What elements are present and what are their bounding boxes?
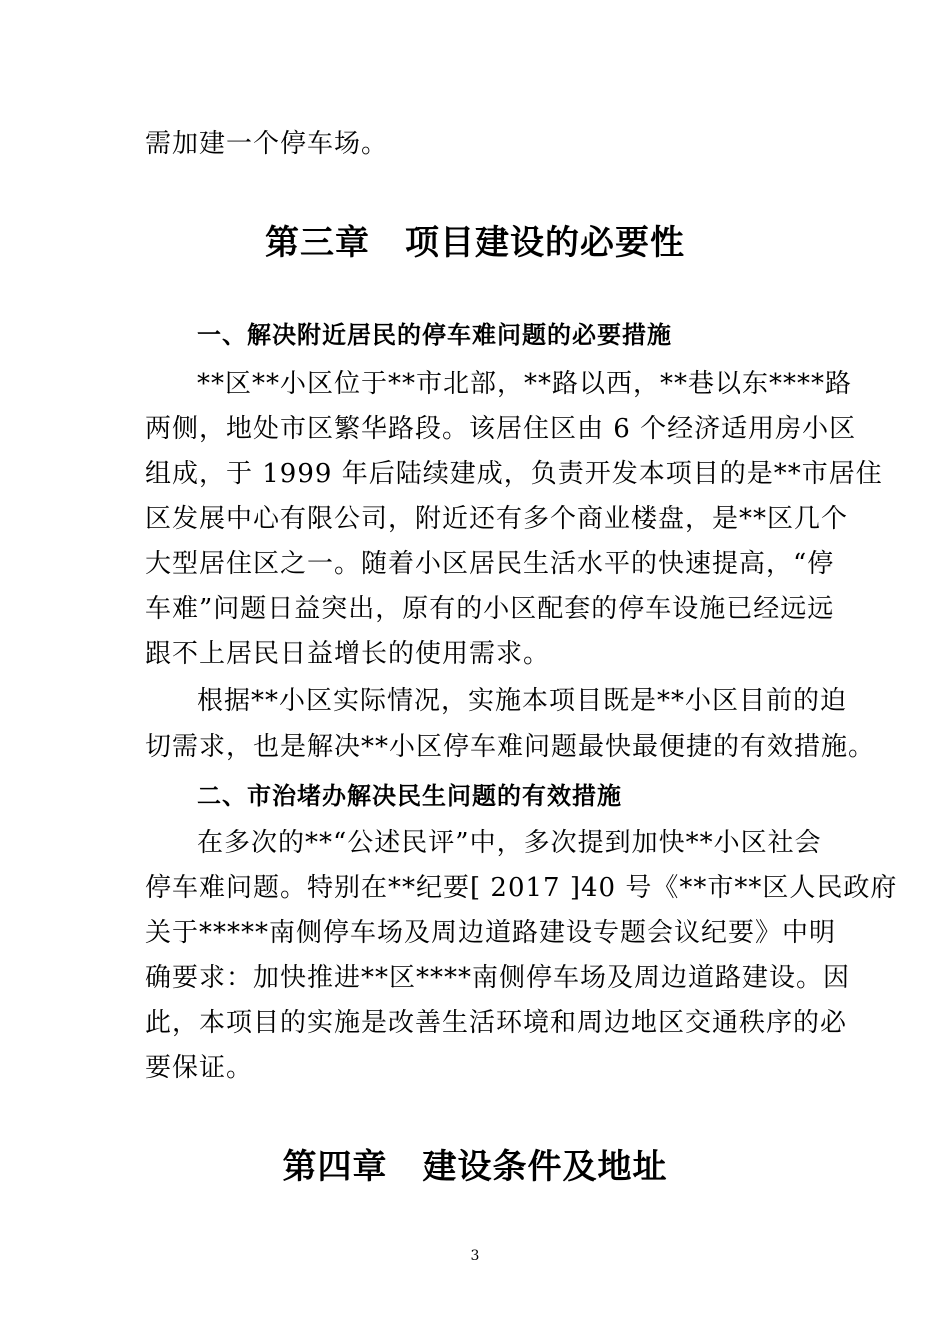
paragraph-line: 关于*****南侧停车场及周边道路建设专题会议纪要》中明 [145,918,837,948]
paragraph-line: 在多次的**“公述民评”中，多次提到加快**小区社会 [197,828,822,858]
paragraph-line: 切需求，也是解决**小区停车难问题最快最便捷的有效措施。 [145,732,876,762]
section-2-heading: 二、市治堵办解决民生问题的有效措施 [197,782,622,810]
paragraph-line: 两侧，地处市区繁华路段。该居住区由 6 个经济适用房小区 [145,414,857,444]
chapter-3-title: 第三章 项目建设的必要性 [265,223,685,263]
chapter-4-title: 第四章 建设条件及地址 [282,1147,668,1187]
page-number: 3 [470,1248,480,1264]
paragraph-line: 车难”问题日益突出，原有的小区配套的停车设施已经远远 [145,594,835,624]
section-1-heading: 一、解决附近居民的停车难问题的必要措施 [197,321,672,349]
paragraph-line: 确要求：加快推进**区****南侧停车场及周边道路建设。因 [145,963,851,993]
paragraph-line: 根据**小区实际情况，实施本项目既是**小区目前的迫 [197,686,848,716]
paragraph-line: 跟不上居民日益增长的使用需求。 [145,639,551,669]
paragraph-line: 要保证。 [145,1053,254,1083]
paragraph-line: 区发展中心有限公司，附近还有多个商业楼盘，是**区几个 [145,504,849,534]
paragraph-line: **区**小区位于**市北部，**路以西，**巷以东****路 [197,369,853,399]
intro-line: 需加建一个停车场。 [145,129,389,159]
paragraph-line: 停车难问题。特别在**纪要[ 2017 ]40 号《**市**区人民政府 [145,873,898,903]
paragraph-line: 大型居住区之一。随着小区居民生活水平的快速提高，“停 [145,549,835,579]
paragraph-line: 此，本项目的实施是改善生活环境和周边地区交通秩序的必 [145,1008,848,1038]
paragraph-line: 组成，于 1999 年后陆续建成，负责开发本项目的是**市居住 [145,459,883,489]
